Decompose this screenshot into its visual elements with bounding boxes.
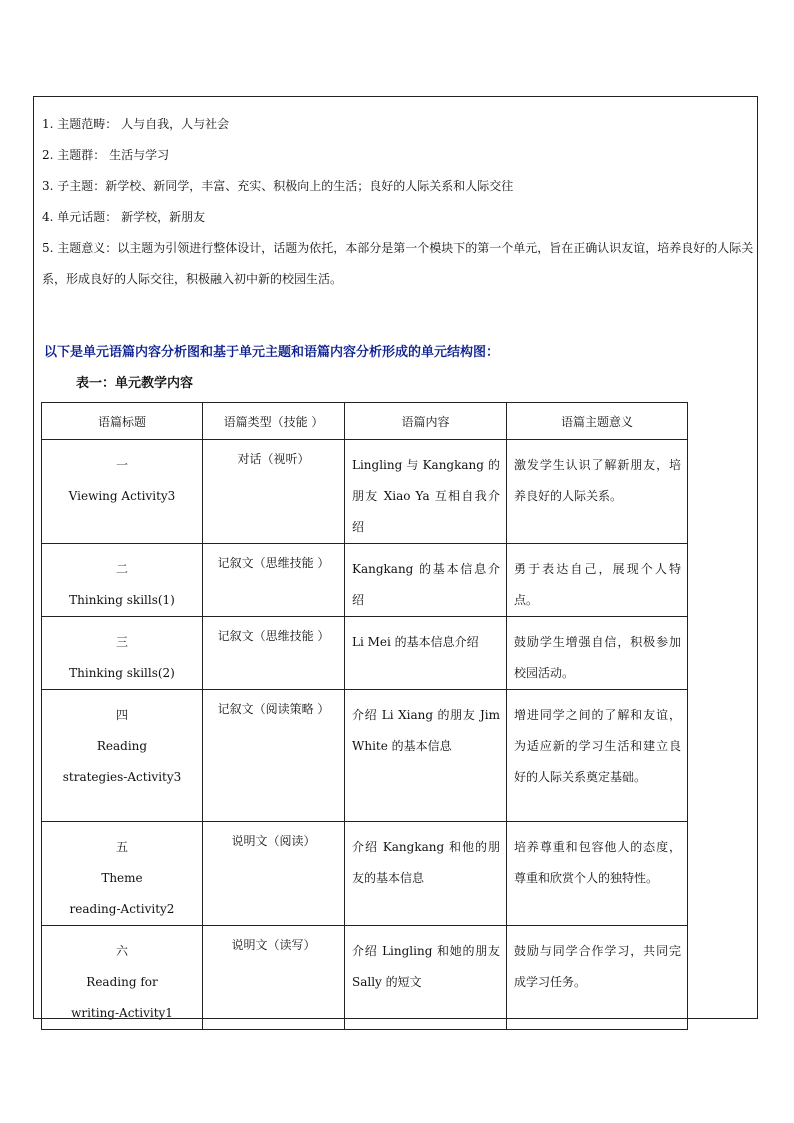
cell-meaning: 培养尊重和包容他人的态度，尊重和欣赏个人的独特性。: [507, 822, 688, 926]
section-heading: 以下是单元语篇内容分析图和基于单元主题和语篇内容分析形成的单元结构图：: [44, 345, 500, 360]
cell-meaning: 鼓励与同学合作学习，共同完成学习任务。: [507, 926, 688, 1030]
cell-meaning: 增进同学之间的了解和友谊，为适应新的学习生活和建立良好的人际关系奠定基础。: [507, 690, 688, 822]
table-row: [42, 690, 688, 822]
topic-item-unit-topic: 4. 单元话题： 新学校，新朋友: [42, 210, 206, 224]
header-content: 语篇内容: [345, 403, 507, 440]
topic-item-group: 2. 主题群： 生活与学习: [42, 148, 170, 162]
table-row: [42, 617, 688, 690]
cell-title-text: Reading: [96, 739, 148, 753]
cell-number: 四: [115, 708, 128, 722]
cell-title-text: Reading for: [86, 975, 158, 989]
header-type: 语篇类型（技能 ）: [203, 403, 345, 440]
cell-number: 一: [115, 458, 128, 472]
table-header-row: [42, 403, 688, 440]
cell-content: Li Mei 的基本信息介绍: [345, 617, 507, 690]
cell-title-text: reading-Activity2: [69, 902, 175, 916]
cell-type: 记叙文（思维技能 ）: [203, 544, 345, 617]
cell-type: 对话（视听）: [203, 440, 345, 544]
cell-content: Kangkang 的基本信息介绍: [345, 544, 507, 617]
cell-title-text: Thinking skills(2): [69, 666, 175, 680]
cell-title: [42, 617, 203, 690]
cell-number: 三: [115, 635, 128, 649]
topic-item-subtopic: 3. 子主题：新学校、新同学，丰富、充实、积极向上的生活；良好的人际关系和人际交往: [42, 179, 514, 193]
cell-title-text: writing-Activity1: [71, 1006, 173, 1020]
cell-title-text: strategies-Activity3: [62, 770, 182, 784]
cell-content: 介绍 Li Xiang 的朋友 Jim White 的基本信息: [345, 690, 507, 822]
cell-meaning: 勇于表达自己，展现个人特点。: [507, 544, 688, 617]
table-row: [42, 440, 688, 544]
cell-number: 六: [115, 944, 128, 958]
cell-meaning: 激发学生认识了解新朋友，培养良好的人际关系。: [507, 440, 688, 544]
unit-content-table: [41, 402, 688, 1030]
header-meaning: 语篇主题意义: [507, 403, 688, 440]
cell-title: [42, 544, 203, 617]
cell-title: [42, 926, 203, 1030]
table-row: [42, 926, 688, 1030]
cell-meaning: 鼓励学生增强自信，积极参加校园活动。: [507, 617, 688, 690]
cell-number: 二: [115, 562, 128, 576]
cell-title-text: Theme: [101, 871, 143, 885]
cell-title: [42, 440, 203, 544]
cell-content: 介绍 Lingling 和她的朋友 Sally 的短文: [345, 926, 507, 1030]
cell-type: 记叙文（思维技能 ）: [203, 617, 345, 690]
document-frame: [33, 96, 758, 1019]
table-row: [42, 544, 688, 617]
cell-type: 说明文（阅读）: [203, 822, 345, 926]
cell-title-text: Thinking skills(1): [69, 593, 175, 607]
cell-number: 五: [115, 840, 128, 854]
table-caption: 表一：单元教学内容: [76, 376, 194, 391]
cell-title-text: Viewing Activity3: [68, 489, 176, 503]
cell-content: Lingling 与 Kangkang 的朋友 Xiao Ya 互相自我介绍: [345, 440, 507, 544]
cell-content: 介绍 Kangkang 和他的朋友的基本信息: [345, 822, 507, 926]
topic-item-scope: 1. 主题范畴： 人与自我，人与社会: [42, 117, 230, 131]
cell-title: [42, 822, 203, 926]
table-row: [42, 822, 688, 926]
cell-title: [42, 690, 203, 822]
cell-type: 记叙文（阅读策略 ）: [203, 690, 345, 822]
topic-list: [42, 109, 754, 295]
cell-type: 说明文（读写）: [203, 926, 345, 1030]
header-title: 语篇标题: [42, 403, 203, 440]
topic-item-significance: 5. 主题意义：以主题为引领进行整体设计，话题为依托，本部分是第一个模块下的第一个单元，旨在正确认识友谊，培养良好的人际关系，形成良好的人际交往，积极融入初中新的校园生活。: [42, 241, 754, 286]
